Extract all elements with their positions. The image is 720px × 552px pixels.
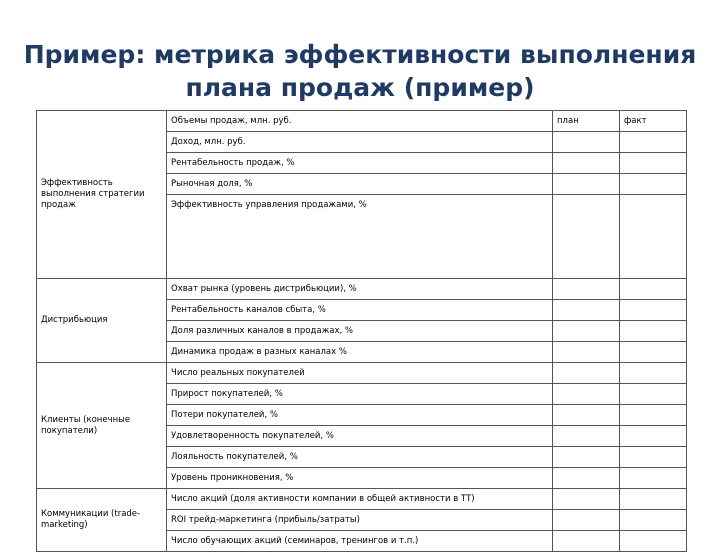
plan-cell[interactable] bbox=[553, 384, 620, 405]
fact-cell[interactable] bbox=[620, 279, 687, 300]
fact-cell[interactable] bbox=[620, 489, 687, 510]
group-label: Коммуникации (trade-marketing) bbox=[37, 489, 167, 552]
metric-label: Рентабельность каналов сбыта, % bbox=[167, 300, 553, 321]
fact-cell[interactable] bbox=[620, 174, 687, 195]
fact-cell[interactable] bbox=[620, 153, 687, 174]
metric-label: Число обучающих акций (семинаров, тренингов и т.п.) bbox=[167, 531, 553, 552]
group-label: Эффективность выполнения стратегии продаж bbox=[37, 111, 167, 279]
plan-cell[interactable] bbox=[553, 174, 620, 195]
plan-cell[interactable] bbox=[553, 489, 620, 510]
fact-cell[interactable] bbox=[620, 132, 687, 153]
group-label: Дистрибьюция bbox=[37, 279, 167, 363]
table-row bbox=[37, 363, 687, 384]
fact-header: факт bbox=[620, 111, 687, 132]
metric-label: Число реальных покупателей bbox=[167, 363, 553, 384]
metric-label: Доля различных каналов в продажах, % bbox=[167, 321, 553, 342]
metric-label: Охват рынка (уровень дистрибьюции), % bbox=[167, 279, 553, 300]
plan-cell[interactable] bbox=[553, 153, 620, 174]
metric-label: Потери покупателей, % bbox=[167, 405, 553, 426]
plan-cell[interactable] bbox=[553, 363, 620, 384]
plan-cell[interactable] bbox=[553, 342, 620, 363]
table-row bbox=[37, 489, 687, 510]
metric-label: ROI трейд-маркетинга (прибыль/затраты) bbox=[167, 510, 553, 531]
fact-cell[interactable] bbox=[620, 531, 687, 552]
fact-cell[interactable] bbox=[620, 363, 687, 384]
metric-label: Лояльность покупателей, % bbox=[167, 447, 553, 468]
plan-cell[interactable] bbox=[553, 195, 620, 279]
fact-cell[interactable] bbox=[620, 384, 687, 405]
fact-cell[interactable] bbox=[620, 426, 687, 447]
slide-title-line-1: Пример: метрика эффективности выполнения bbox=[23, 40, 697, 69]
plan-cell[interactable] bbox=[553, 321, 620, 342]
plan-cell[interactable] bbox=[553, 300, 620, 321]
metric-label: Число акций (доля активности компании в общей активности в ТТ) bbox=[167, 489, 553, 510]
fact-cell[interactable] bbox=[620, 342, 687, 363]
metric-label: Уровень проникновения, % bbox=[167, 468, 553, 489]
fact-cell[interactable] bbox=[620, 321, 687, 342]
metric-label: Доход, млн. руб. bbox=[167, 132, 553, 153]
plan-cell[interactable] bbox=[553, 468, 620, 489]
slide-title-line-2: плана продаж (пример) bbox=[185, 73, 535, 102]
metric-label: Объемы продаж, млн. руб. bbox=[167, 111, 553, 132]
fact-cell[interactable] bbox=[620, 195, 687, 279]
metric-label: Динамика продаж в разных каналах % bbox=[167, 342, 553, 363]
plan-cell[interactable] bbox=[553, 279, 620, 300]
fact-cell[interactable] bbox=[620, 510, 687, 531]
plan-cell[interactable] bbox=[553, 405, 620, 426]
plan-cell[interactable] bbox=[553, 132, 620, 153]
plan-cell[interactable] bbox=[553, 447, 620, 468]
metric-label: Рыночная доля, % bbox=[167, 174, 553, 195]
slide-title bbox=[0, 38, 720, 104]
table-row bbox=[37, 279, 687, 300]
group-label: Клиенты (конечные покупатели) bbox=[37, 363, 167, 489]
plan-header: план bbox=[553, 111, 620, 132]
metric-label: Эффективность управления продажами, % bbox=[167, 195, 553, 279]
plan-cell[interactable] bbox=[553, 426, 620, 447]
fact-cell[interactable] bbox=[620, 447, 687, 468]
plan-cell[interactable] bbox=[553, 510, 620, 531]
fact-cell[interactable] bbox=[620, 300, 687, 321]
table-row bbox=[37, 111, 687, 132]
metric-label: Удовлетворенность покупателей, % bbox=[167, 426, 553, 447]
fact-cell[interactable] bbox=[620, 468, 687, 489]
metric-label: Прирост покупателей, % bbox=[167, 384, 553, 405]
plan-cell[interactable] bbox=[553, 531, 620, 552]
fact-cell[interactable] bbox=[620, 405, 687, 426]
metric-label: Рентабельность продаж, % bbox=[167, 153, 553, 174]
metrics-table bbox=[36, 110, 687, 552]
